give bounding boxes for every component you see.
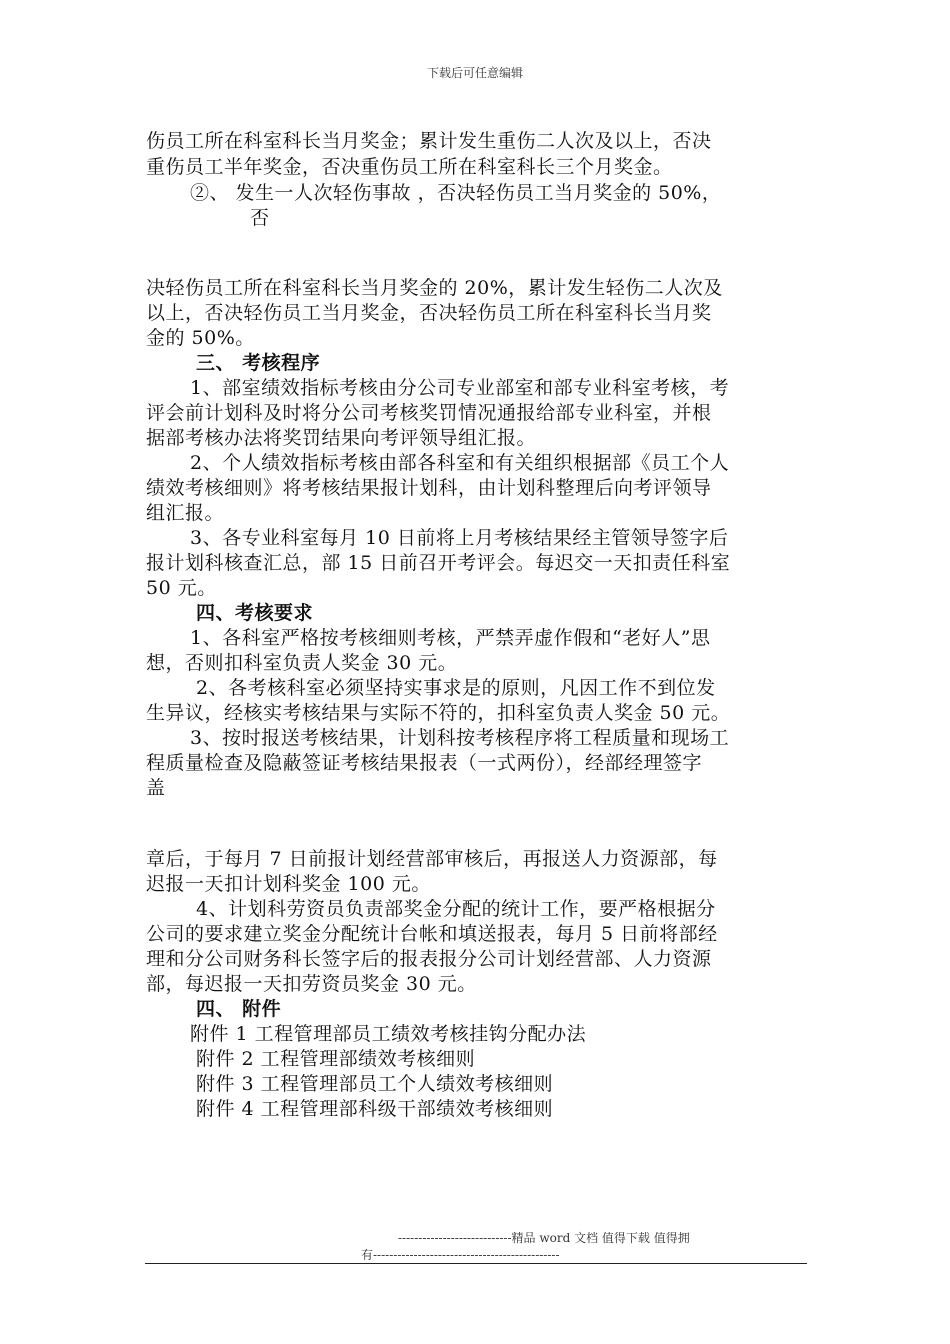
body-line: 4、计划科劳资员负责部奖金分配的统计工作，要严格根据分 bbox=[196, 898, 716, 920]
body-line: 迟报一天扣计划科奖金 100 元。 bbox=[146, 873, 431, 895]
body-line: 理和分公司财务科长签字后的报表报分公司计划经营部、人力资源 bbox=[146, 948, 712, 970]
footer-line-2: 有---------------------------------------------- bbox=[361, 1248, 560, 1262]
body-line: 3、按时报送考核结果，计划科按考核程序将工程质量和现场工 bbox=[190, 727, 730, 749]
body-line: 50 元。 bbox=[146, 577, 217, 599]
attachment-item: 附件 3 工程管理部员工个人绩效考核细则 bbox=[196, 1073, 554, 1095]
body-line: 1、各科室严格按考核细则考核，严禁弄虚作假和“老好人”思 bbox=[190, 627, 711, 649]
section-heading: 三、 考核程序 bbox=[196, 352, 321, 374]
body-line: 1、部室绩效指标考核由分公司专业部室和部专业科室考核，考 bbox=[190, 377, 730, 399]
attachment-item: 附件 4 工程管理部科级干部绩效考核细则 bbox=[196, 1098, 554, 1120]
body-line: 盖 bbox=[146, 777, 166, 799]
body-line: 3、各专业科室每月 10 日前将上月考核结果经主管领导签字后 bbox=[190, 527, 729, 549]
body-line: 章后，于每月 7 日前报计划经营部审核后，再报送人力资源部，每 bbox=[146, 848, 718, 870]
body-line: 2、各考核科室必须坚持实事求是的原则，凡因工作不到位发 bbox=[196, 677, 716, 699]
body-line: 程质量检查及隐蔽签证考核结果报表（一式两份），经部经理签字 bbox=[146, 752, 703, 774]
footer-rule bbox=[145, 1263, 807, 1264]
footer-line-1: ----------------------------精品 word 文档 值得下载 值得拥 bbox=[398, 1231, 690, 1245]
body-line: 2、个人绩效指标考核由部各科室和有关组织根据部《员工个人 bbox=[190, 452, 730, 474]
attachment-item: 附件 1 工程管理部员工绩效考核挂钩分配办法 bbox=[190, 1023, 587, 1045]
section-heading: 四、考核要求 bbox=[196, 602, 314, 624]
body-line: 公司的要求建立奖金分配统计台帐和填送报表，每月 5 日前将部经 bbox=[146, 923, 718, 945]
body-line: 报计划科核查汇总，部 15 日前召开考评会。每迟交一天扣责任科室 bbox=[146, 552, 731, 574]
body-line: 以上，否决轻伤员工当月奖金，否决轻伤员工所在科室科长当月奖 bbox=[146, 302, 712, 324]
page-header: 下载后可任意编辑 bbox=[426, 66, 523, 80]
body-line: 伤员工所在科室科长当月奖金；累计发生重伤二人次及以上，否决 bbox=[146, 130, 712, 152]
body-line: 金的 50%。 bbox=[146, 327, 255, 349]
body-line: 重伤员工半年奖金，否决重伤员工所在科室科长三个月奖金。 bbox=[146, 156, 673, 178]
body-line: 组汇报。 bbox=[146, 502, 225, 524]
body-line: 想，否则扣科室负责人奖金 30 元。 bbox=[146, 652, 458, 674]
body-line: 部，每迟报一天扣劳资员奖金 30 元。 bbox=[146, 973, 477, 995]
body-line: 生异议，经核实考核结果与实际不符的，扣科室负责人奖金 50 元。 bbox=[146, 702, 731, 724]
body-line: 否 bbox=[250, 207, 270, 229]
body-line: 绩效考核细则》将考核结果报计划科，由计划科整理后向考评领导 bbox=[146, 477, 712, 499]
body-line: ②、 发生一人次轻伤事故 ，否决轻伤员工当月奖金的 50%， bbox=[190, 182, 722, 204]
body-line: 决轻伤员工所在科室科长当月奖金的 20%，累计发生轻伤二人次及 bbox=[146, 277, 723, 299]
attachment-item: 附件 2 工程管理部绩效考核细则 bbox=[196, 1048, 476, 1070]
body-line: 据部考核办法将奖罚结果向考评领导组汇报。 bbox=[146, 427, 537, 449]
section-heading: 四、 附件 bbox=[196, 998, 282, 1020]
body-line: 评会前计划科及时将分公司考核奖罚情况通报给部专业科室，并根 bbox=[146, 402, 712, 424]
